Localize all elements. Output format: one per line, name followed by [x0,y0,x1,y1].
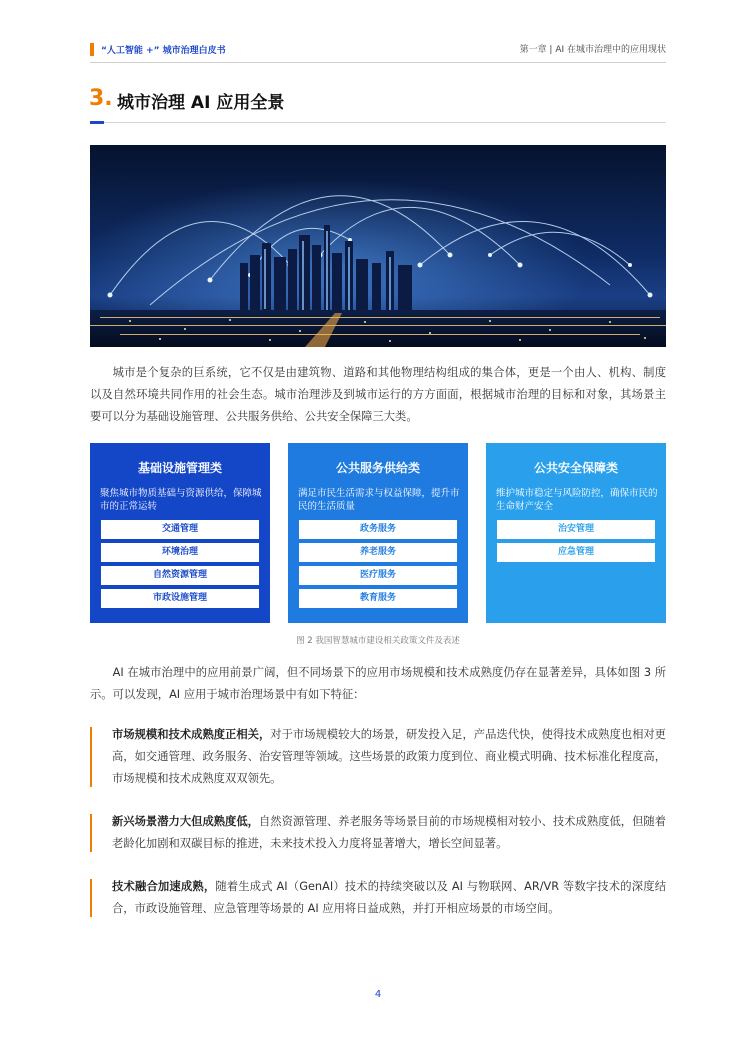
section-divider [90,122,666,123]
highlight-body: 自然资源管理、养老服务等场景目前的市场规模相对较小、技术成熟度低，但随着老龄化加剧和双碳目标的推进，未来技术投入力度将显著增大，增长空间显著。 [112,815,666,850]
category-item: 治安管理 [497,520,655,539]
category-item: 环境治理 [101,543,259,562]
category-items [497,520,655,566]
highlight-body: 随着生成式 AI（GenAI）技术的持续突破以及 AI 与物联网、AR/VR 等数字技术的深度结合，市政设施管理、应急管理等场景的 AI 应用将日益成熟，并打开相应场景的市场空间。 [112,880,666,915]
highlight-text [112,811,666,855]
category-item: 医疗服务 [299,566,457,585]
category-card-public-safety [486,443,666,623]
body-paragraph: AI 在城市治理中的应用前景广阔，但不同场景下的应用市场规模和技术成熟度仍存在显著差异，具体如图 3 所示。可以发现，AI 应用于城市治理场景中有如下特征： [90,666,666,701]
header-accent-bar [90,43,94,56]
category-item: 教育服务 [299,589,457,608]
highlight-block [90,724,666,790]
section-number: 3. [89,86,113,111]
category-desc: 维护城市稳定与风险防控，确保市民的生命财产安全 [496,488,658,512]
category-title: 公共安全保障类 [533,461,618,475]
category-desc: 聚焦城市物质基础与资源供给，保障城市的正常运转 [100,488,262,512]
category-item: 养老服务 [299,543,457,562]
header-brand [90,42,226,56]
document-title: “人工智能 +” 城市治理白皮书 [101,45,226,56]
highlight-lead: 技术融合加速成熟， [112,880,216,893]
section-title: 城市治理 AI 应用全景 [117,93,285,113]
category-item: 交通管理 [101,520,259,539]
highlight-bar [90,727,92,787]
city-night-photo [90,145,666,347]
section-accent [90,121,104,124]
category-title: 公共服务供给类 [335,461,420,475]
highlight-body: 对于市场规模较大的场景，研发投入足，产品迭代快，使得技术成熟度也相对更高，如交通管理、政务服务、治安管理等领域。这些场景的政策力度到位、商业模式明确、技术标准化程度高，市场规模和技术成熟度双双领先。 [112,728,666,785]
highlight-block [90,876,666,920]
highlight-bar [90,814,92,852]
intro-paragraph: 城市是个复杂的巨系统，它不仅是由建筑物、道路和其他物理结构组成的集合体，更是一个由人、机构、制度以及自然环境共同作用的社会生态。城市治理涉及到城市运行的方方面面，根据城市治理的目标和对象，其场景主要可以分为基础设施管理、公共服务供给、公共安全保障三大类。 [90,366,666,423]
chapter-label: 第一章 | AI 在城市治理中的应用现状 [519,45,666,55]
category-item: 应急管理 [497,543,655,562]
category-items [101,520,259,612]
category-item: 市政设施管理 [101,589,259,608]
category-title: 基础设施管理类 [137,461,222,475]
highlight-lead: 市场规模和技术成熟度正相关， [112,728,271,741]
category-card-public-service [288,443,468,623]
category-item: 政务服务 [299,520,457,539]
category-item: 自然资源管理 [101,566,259,585]
highlight-block [90,811,666,855]
header-divider [90,62,666,63]
category-card-infrastructure [90,443,270,623]
highlight-bar [90,879,92,917]
highlight-text [112,724,666,790]
highlight-lead: 新兴场景潜力大但成熟度低， [112,815,259,828]
page-number: 4 [374,989,382,1000]
highlight-text [112,876,666,920]
category-items [299,520,457,612]
figure-caption: 图 2 我国智慧城市建设相关政策文件及表述 [296,636,460,646]
category-desc: 满足市民生活需求与权益保障，提升市民的生活质量 [298,488,460,512]
